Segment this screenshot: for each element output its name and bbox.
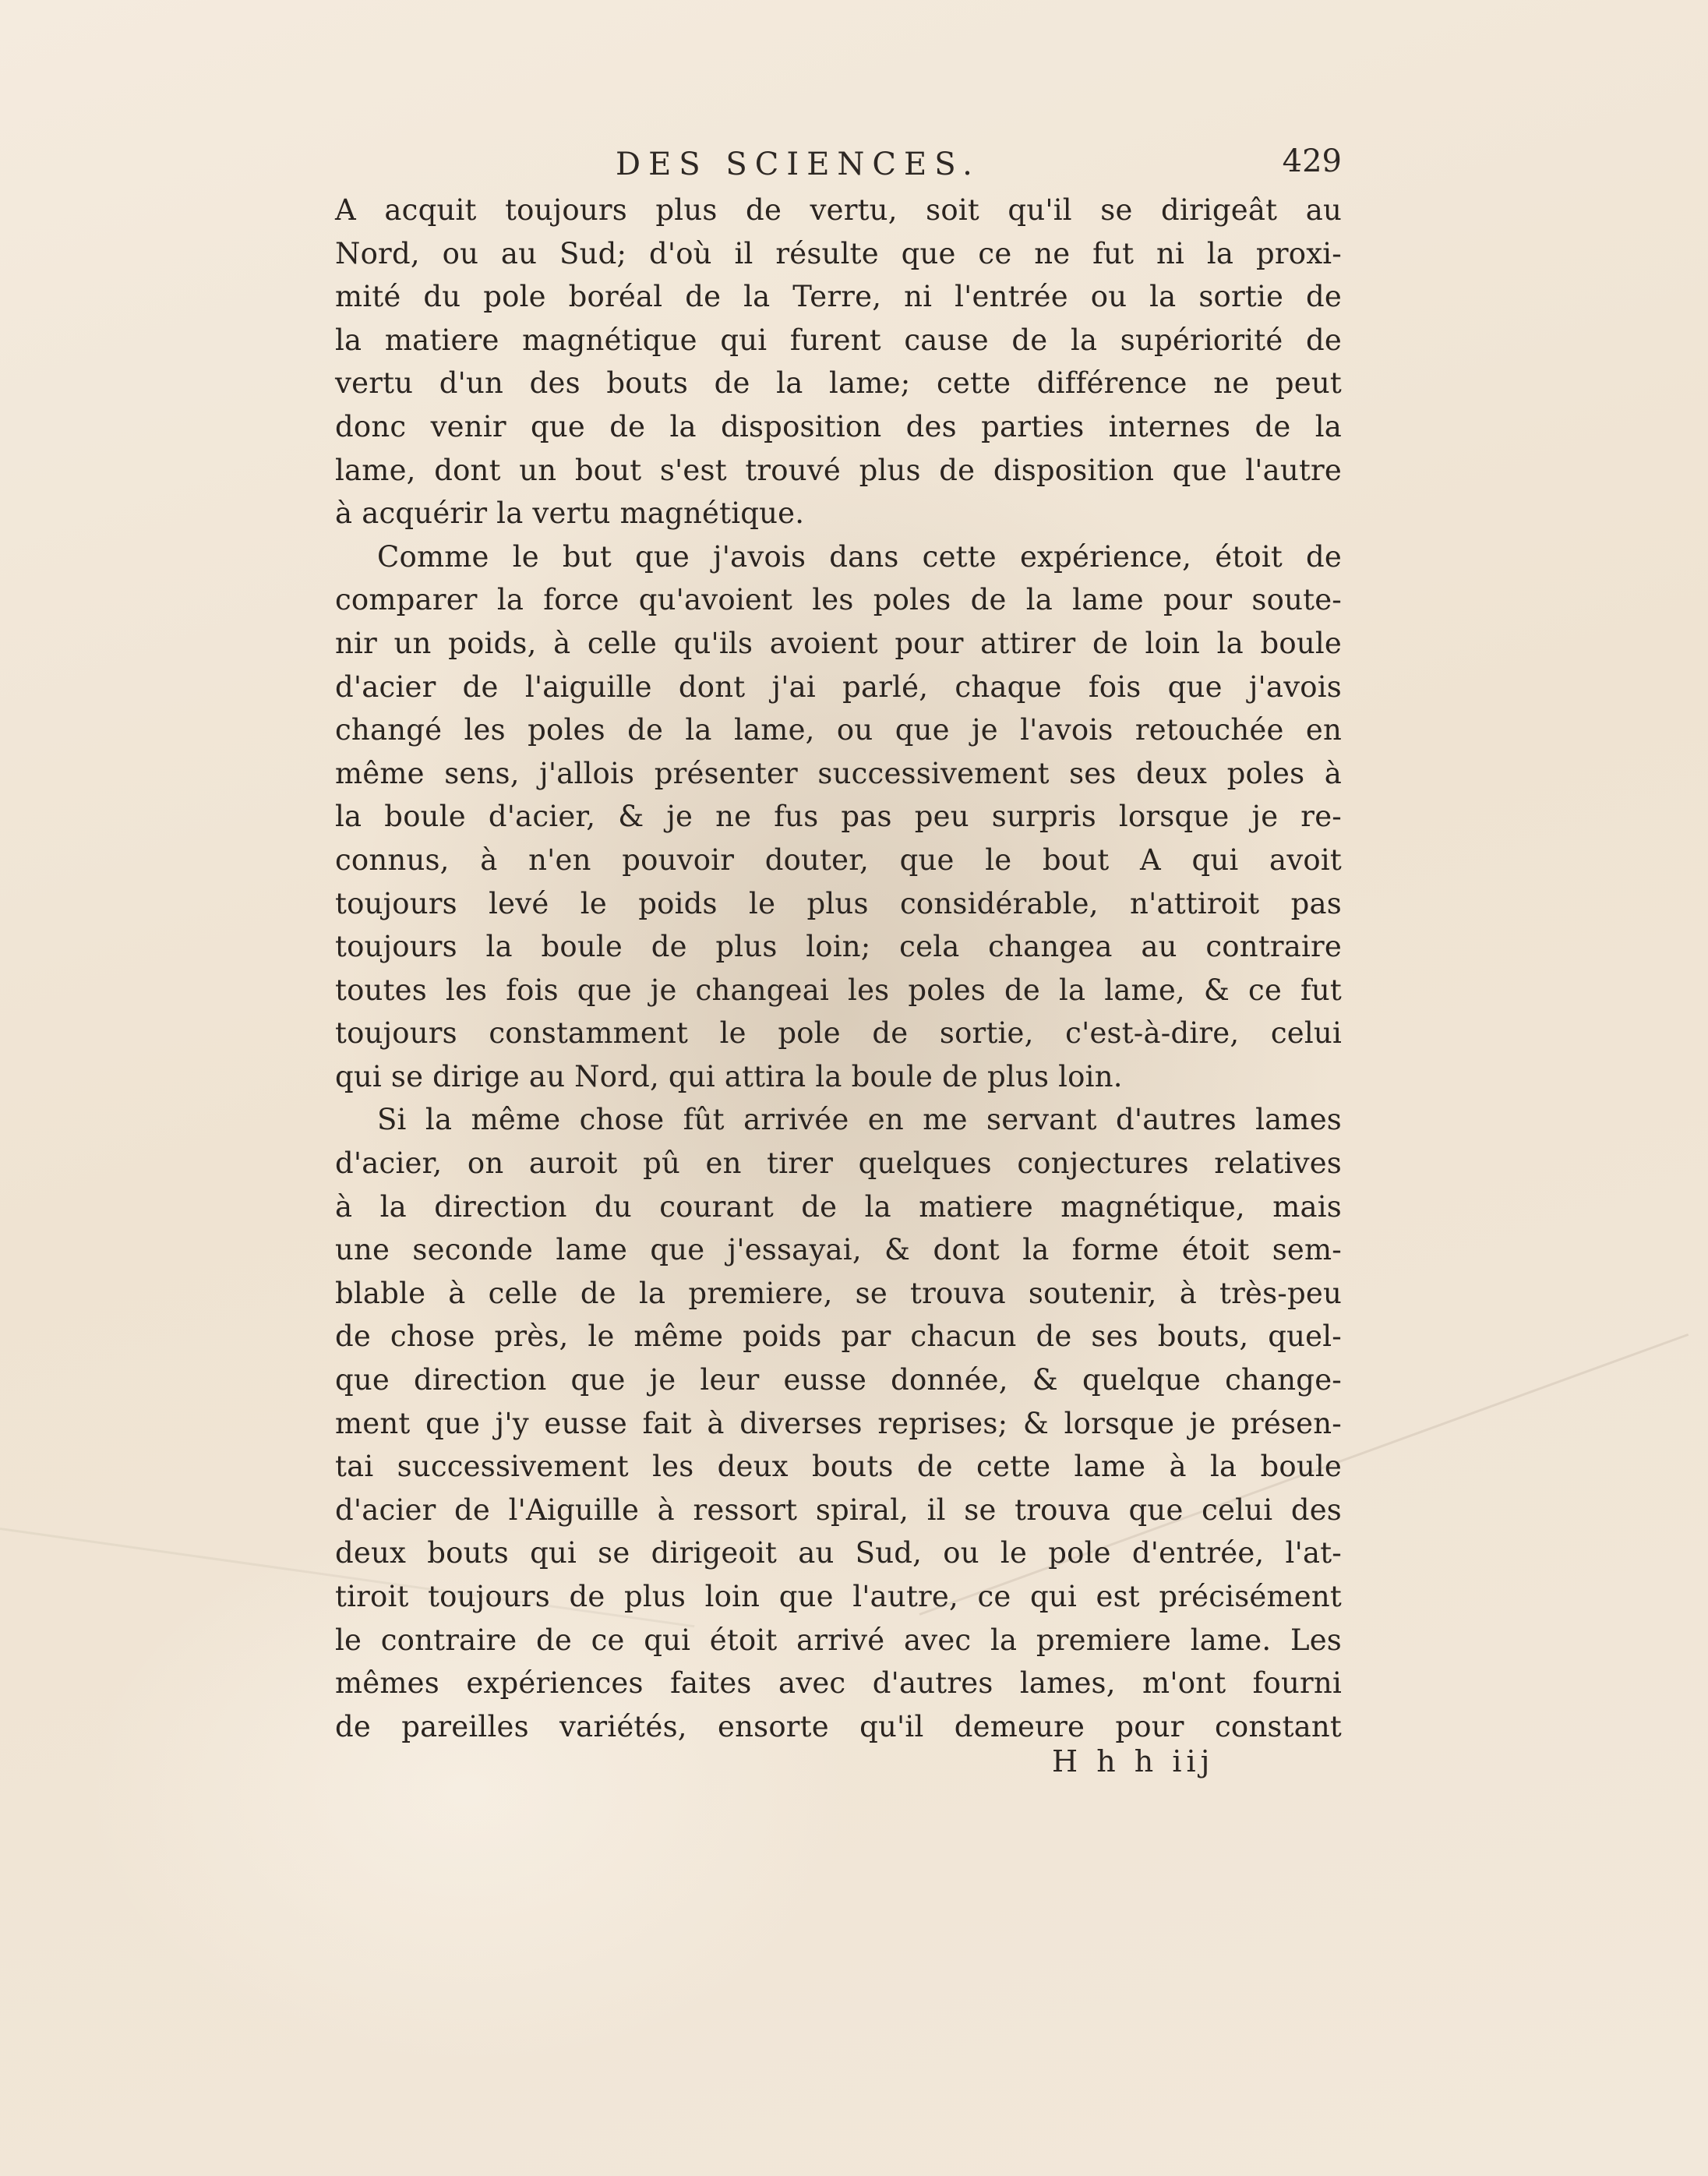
signature-mark: H h h iij: [1052, 1744, 1215, 1779]
page-header: [335, 140, 1342, 189]
text-line: Comme le but que j'avois dans cette expérience, étoit de: [377, 539, 1342, 574]
text-line: d'acier, on auroit pû en tirer quelques conjectures relatives: [335, 1146, 1342, 1181]
text-line: mité du pole boréal de la Terre, ni l'entrée ou la sortie de: [335, 280, 1342, 314]
text-line: toujours constamment le pole de sortie, c'est-à-dire, celui: [335, 1016, 1342, 1051]
text-line: même sens, j'allois présenter successivement ses deux poles à: [335, 756, 1342, 790]
paragraph-2: [335, 535, 1342, 1099]
text-line: que direction que je leur eusse donnée, & quelque change-: [335, 1363, 1342, 1397]
text-line: lame, dont un bout s'est trouvé plus de disposition que l'autre: [335, 453, 1342, 487]
text-line: de chose près, le même poids par chacun de ses bouts, quel-: [335, 1319, 1342, 1354]
text-line: deux bouts qui se dirigeoit au Sud, ou le pole d'entrée, l'at-: [335, 1536, 1342, 1570]
page-number: 429: [1282, 143, 1342, 179]
text-line: tai successivement les deux bouts de cette lame à la boule: [335, 1450, 1342, 1484]
text-line: toujours la boule de plus loin; cela changea au contraire: [335, 930, 1342, 964]
text-line: à acquérir la vertu magnétique.: [335, 496, 805, 531]
text-line: d'acier de l'aiguille dont j'ai parlé, chaque fois que j'avois: [335, 669, 1342, 704]
text-line: mêmes expériences faites avec d'autres lames, m'ont fourni: [335, 1666, 1342, 1701]
text-line: Nord, ou au Sud; d'où il résulte que ce ne fut ni la proxi-: [335, 236, 1342, 270]
text-line: à la direction du courant de la matiere magnétique, mais: [335, 1189, 1342, 1224]
text-block: [335, 140, 1342, 1748]
text-line: connus, à n'en pouvoir douter, que le bout A qui avoit: [335, 842, 1342, 877]
text-line: de pareilles variétés, ensorte qu'il demeure pour constant: [335, 1709, 1342, 1743]
text-line: comparer la force qu'avoient les poles de la lame pour soute-: [335, 583, 1342, 617]
text-line: nir un poids, à celle qu'ils avoient pour attirer de loin la boule: [335, 626, 1342, 660]
text-line: toujours levé le poids le plus considérable, n'attiroit pas: [335, 886, 1342, 920]
text-line: la boule d'acier, & je ne fus pas peu surpris lorsque je re-: [335, 800, 1342, 834]
running-head: DES SCIENCES.: [616, 147, 980, 182]
text-line: ment que j'y eusse fait à diverses reprises; & lorsque je présen-: [335, 1406, 1342, 1440]
text-line: vertu d'un des bouts de la lame; cette différence ne peut: [335, 366, 1342, 401]
text-line: changé les poles de la lame, ou que je l'avois retouchée en: [335, 713, 1342, 747]
text-line: toutes les fois que je changeai les poles de la lame, & ce fut: [335, 973, 1342, 1007]
text-line: tiroit toujours de plus loin que l'autre, ce qui est précisément: [335, 1580, 1342, 1613]
text-line: qui se dirige au Nord, qui attira la boule de plus loin.: [335, 1059, 1123, 1093]
text-line: d'acier de l'Aiguille à ressort spiral, il se trouva que celui des: [335, 1492, 1342, 1527]
paragraph-1: [335, 189, 1342, 535]
text-line: blable à celle de la premiere, se trouva soutenir, à très-peu: [335, 1276, 1342, 1310]
text-line: Si la même chose fût arrivée en me servant d'autres lames: [377, 1103, 1342, 1137]
text-line: A acquit toujours plus de vertu, soit qu'il se dirigeât au: [335, 193, 1342, 227]
text-line: le contraire de ce qui étoit arrivé avec la premiere lame. Les: [335, 1623, 1342, 1657]
paragraph-3: [335, 1098, 1342, 1748]
text-line: la matiere magnétique qui furent cause de la supériorité de: [335, 323, 1342, 357]
text-line: une seconde lame que j'essayai, & dont la forme étoit sem-: [335, 1233, 1342, 1267]
text-line: donc venir que de la disposition des parties internes de la: [335, 409, 1342, 443]
